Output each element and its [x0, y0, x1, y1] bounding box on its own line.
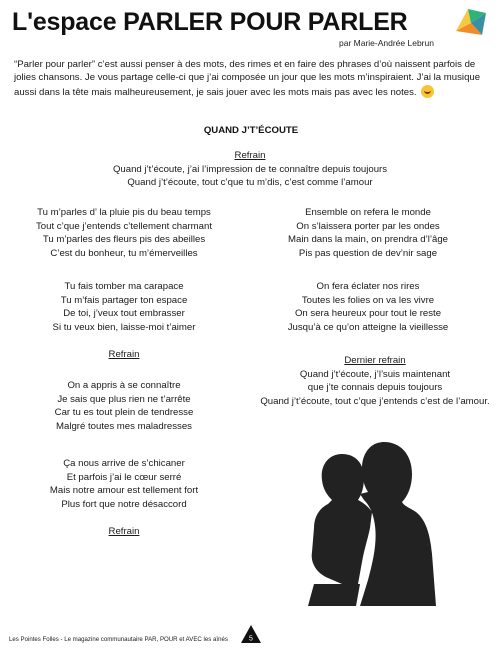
lyric-line: Quand j’t’écoute, tout c’que tu m’dis, c’est comme l’amour	[127, 177, 373, 189]
refrain-marker-3	[8, 525, 240, 539]
lyric-line: Tu m’parles d’ la pluie pis du beau temps	[37, 207, 211, 218]
lyric-line: Pis pas question de dev’nir sage	[298, 247, 438, 259]
author-byline: par Marie-Andrée Lebrun	[339, 38, 434, 48]
refrain-block	[92, 149, 408, 190]
lyric-line: que j’te connais depuis toujours	[307, 382, 443, 394]
lyric-line: Si tu veux bien, laisse-moi t’aimer	[52, 321, 196, 333]
lyric-line: Quand j’t’écoute, j’l’suis maintenant	[299, 368, 451, 380]
refrain-label: Refrain	[234, 150, 266, 161]
lyric-line: Quand j’t’écoute, tout c’que j’entends c’est de l’amour.	[260, 395, 490, 407]
lyric-line: Tu fais tomber ma carapace	[64, 281, 184, 292]
lyric-line: Et parfois j’ai le cœur serré	[66, 471, 182, 483]
lyric-line: Quand j’t’écoute, j’ai l’impression de te connaître depuis toujours	[112, 163, 388, 175]
lyric-line: Tout c’que j’entends c’tellement charmant	[36, 220, 212, 232]
laughing-emoji-icon	[421, 85, 434, 98]
lyric-line: Main dans la main, on prendra d’l’âge	[288, 234, 448, 246]
lyric-line: C’est du bonheur, tu m’émerveilles	[50, 247, 198, 259]
song-title: QUAND J’T’ÉCOUTE	[203, 125, 299, 136]
verse-left-2	[8, 280, 240, 334]
lyric-line: On s’laissera porter par les ondes	[296, 220, 440, 232]
intro-text: “Parler pour parler” c’est aussi penser à des mots, des rimes et en faire des phrases d’où naissent parfois de jolies chansons. Je vous partage celle-ci que j’ai composée un jour que les mots m’inspiraient. J’ai la musique aussi dans la tête mais malheureusement, je sais jouer avec les mots mais pas avec les notes.	[14, 59, 481, 98]
verse-left-4	[8, 457, 240, 511]
lyric-line: Car tu es tout plein de tendresse	[54, 407, 194, 419]
intro-paragraph	[14, 58, 490, 99]
lyric-line: Je sais que plus rien ne t’arrête	[57, 393, 191, 405]
lyric-line: Toutes les folies on va les vivre	[301, 294, 435, 306]
page-number-badge	[240, 624, 262, 644]
lyric-line: On sera heureux pour tout le reste	[294, 308, 442, 320]
lyric-line: Malgré toutes mes maladresses	[56, 420, 192, 432]
refrain-label: Refrain	[108, 349, 140, 360]
refrain-label: Refrain	[108, 526, 140, 537]
lyric-line: Tu m’fais partager ton espace	[60, 294, 188, 306]
verse-left-1	[8, 206, 240, 260]
lyric-line: Plus fort que notre désaccord	[61, 498, 187, 510]
refrain-marker-2	[8, 348, 240, 362]
magazine-logo-icon	[452, 5, 490, 39]
verse-right-2	[252, 280, 484, 334]
verse-right-1	[252, 206, 484, 260]
lyric-line: Jusqu’à ce qu’on atteigne la vieillesse	[287, 321, 449, 333]
lyric-line: Ça nous arrive de s’chicaner	[63, 458, 185, 469]
verse-left-3	[8, 379, 240, 433]
lyric-line: On a appris à se connaître	[67, 380, 181, 391]
footer-text: Les Pointes Folles - Le magazine communautaire PAR, POUR et AVEC les aînés	[9, 636, 228, 643]
lyric-line: On fera éclater nos rires	[316, 281, 420, 292]
page-number: 5	[249, 635, 253, 643]
last-refrain-block	[248, 354, 502, 408]
page-title: L'espace PARLER POUR PARLER	[12, 8, 408, 36]
last-refrain-label: Dernier refrain	[344, 355, 406, 366]
couple-silhouette-image	[298, 434, 436, 606]
lyric-line: Ensemble on refera le monde	[305, 207, 431, 218]
lyric-line: Mais notre amour est tellement fort	[49, 485, 199, 497]
lyric-line: De toi, j’veux tout embrasser	[63, 308, 185, 320]
lyric-line: Tu m’parles des fleurs pis des abeilles	[42, 234, 206, 246]
